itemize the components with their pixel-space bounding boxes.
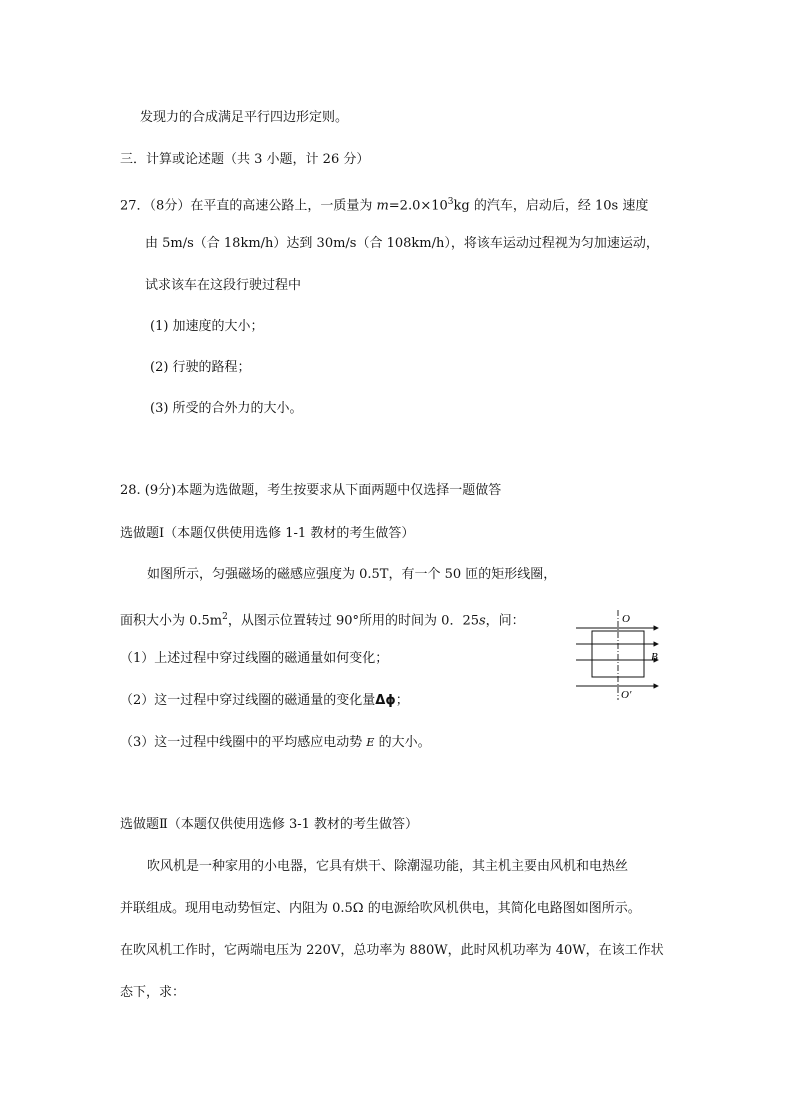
q27-line-3: 试求该车在这段行驶过程中 [145, 278, 302, 293]
option2-paragraph-3: 在吹风机工作时，它两端电压为 220V，总功率为 880W，此时风机功率为 40W，在该工作状 [120, 943, 664, 958]
q27-line-1-pre: 27．（8分）在平直的高速公路上，一质量为 [120, 198, 377, 214]
option1-p2-end: ，问： [485, 613, 525, 629]
field-label: B [651, 651, 658, 663]
option1-paragraph-1: 如图所示，匀强磁场的磁感应强度为 0.5T，有一个 50 匝的矩形线圈， [147, 567, 557, 582]
option2-paragraph-1: 吹风机是一种家用的小电器，它具有烘干、除潮湿功能，其主机主要由风机和电热丝 [147, 859, 629, 874]
q27-item-1: (1) 加速度的大小； [150, 319, 264, 334]
q27-line-2: 由 5m/s（合 18km/h）达到 30m/s（合 108km/h），将该车运动过程视为匀加速运动， [145, 236, 659, 251]
q28-intro: 28. (9分)本题为选做题，考生按要求从下面两题中仅选择一题做答 [120, 483, 502, 498]
q27-line-1-post: kg 的汽车，启动后，经 10s 速度 [453, 198, 649, 214]
section-heading: 三．计算或论述题（共 3 小题，计 26 分） [120, 152, 370, 167]
axis-label-bottom: O′ [621, 689, 632, 701]
option2-paragraph-4: 态下，求： [120, 985, 186, 1000]
q27-item-2: (2) 行驶的路程； [150, 360, 251, 375]
option1-sub-2-end: ； [395, 693, 409, 708]
mass-variable: m [376, 198, 389, 214]
axis-label-top: O [622, 613, 630, 625]
emf-variable: E [366, 736, 375, 749]
coil-in-magnetic-field-figure [572, 608, 664, 704]
q27-line-1 [120, 193, 648, 215]
q27-mass-exponent: 3 [447, 197, 454, 207]
option1-sub-2-text: （2）这一过程中穿过线圈的磁通量的变化量 [120, 693, 376, 708]
delta-phi-symbol: Δϕ [375, 693, 396, 708]
option2-paragraph-2: 并联组成。现用电动势恒定、内阻为 0.5Ω 的电源给吹风机供电，其简化电路图如图所示。 [120, 901, 641, 916]
q27-item-3: (3) 所受的合外力的大小。 [150, 401, 303, 416]
option1-sub-3 [120, 734, 431, 752]
option1-p2-pre: 面积大小为 0.5m [120, 613, 223, 629]
option1-paragraph-2 [120, 608, 525, 630]
seconds-unit: s [479, 613, 486, 629]
option1-p2-post: ，从图示位置转过 90°所用的时间为 0．25 [227, 613, 479, 629]
option1-sub-3-pre: （3）这一过程中线圈中的平均感应电动势 [120, 735, 367, 750]
previous-text-line: 发现力的合成满足平行四边形定则。 [140, 110, 349, 125]
area-unit-exponent: 2 [222, 612, 228, 622]
option1-heading: 选做题Ⅰ（本题仅供使用选修 1-1 教材的考生做答） [120, 526, 415, 541]
option2-heading: 选做题Ⅱ（本题仅供使用选修 3-1 教材的考生做答） [120, 817, 419, 832]
option1-sub-2 [120, 692, 409, 710]
option1-sub-1: （1）上述过程中穿过线圈的磁通量如何变化； [120, 651, 389, 666]
q27-mass-value: =2.0×10 [388, 198, 448, 214]
option1-sub-3-post: 的大小。 [374, 735, 431, 750]
